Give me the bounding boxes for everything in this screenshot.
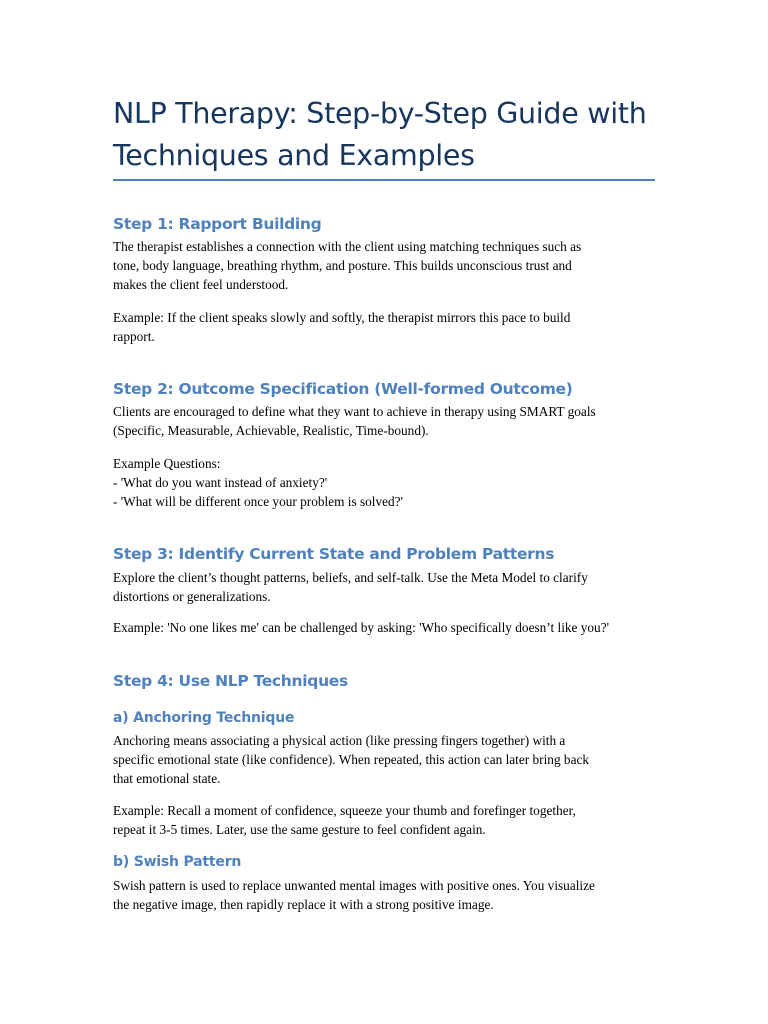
step3-example [113,618,673,637]
text-line: that emotional state. [113,771,221,786]
document-title [113,93,673,177]
anchoring-paragraph [113,731,673,788]
step1-example [113,308,673,346]
text-line: Clients are encouraged to define what they want to achieve in therapy using SMART goals [113,404,596,419]
text-line: the negative image, then rapidly replace it with a strong positive image. [113,897,494,912]
text-line: Anchoring means associating a physical action (like pressing fingers together) with a [113,733,566,748]
step2-heading: Step 2: Outcome Specification (Well-formed Outcome) [113,380,573,398]
text-line: rapport. [113,329,155,344]
text-line: (Specific, Measurable, Achievable, Realistic, Time-bound). [113,423,429,438]
text-line: repeat it 3-5 times. Later, use the same gesture to feel confident again. [113,822,486,837]
step1-paragraph [113,237,673,294]
text-line: Example: If the client speaks slowly and softly, the therapist mirrors this pace to build [113,310,571,325]
swish-heading: b) Swish Pattern [113,854,242,870]
text-line: Explore the client’s thought patterns, beliefs, and self-talk. Use the Meta Model to clarify [113,570,588,585]
step2-example [113,454,673,511]
text-line: tone, body language, breathing rhythm, and posture. This builds unconscious trust and [113,258,572,273]
text-line: Example: 'No one likes me' can be challenged by asking: 'Who specifically doesn’t like you?' [113,620,610,635]
title-line: NLP Therapy: Step-by-Step Guide with [113,97,647,130]
text-line: Example: Recall a moment of confidence, squeeze your thumb and forefinger together, [113,803,576,818]
text-line: makes the client feel understood. [113,277,289,292]
title-line: Techniques and Examples [113,139,475,172]
step3-paragraph [113,568,673,606]
step1-heading: Step 1: Rapport Building [113,215,322,233]
step4-heading: Step 4: Use NLP Techniques [113,672,348,690]
title-underline [113,179,655,181]
step3-heading: Step 3: Identify Current State and Problem Patterns [113,545,555,563]
anchoring-heading: a) Anchoring Technique [113,710,295,726]
text-line: Example Questions: [113,456,221,471]
text-line: - 'What do you want instead of anxiety?' [113,475,328,490]
text-line: The therapist establishes a connection with the client using matching techniques such as [113,239,582,254]
text-line: - 'What will be different once your problem is solved?' [113,494,403,509]
text-line: distortions or generalizations. [113,589,271,604]
step2-paragraph [113,402,673,440]
swish-paragraph [113,876,673,914]
text-line: specific emotional state (like confidence). When repeated, this action can later bring back [113,752,590,767]
text-line: Swish pattern is used to replace unwanted mental images with positive ones. You visualize [113,878,595,893]
anchoring-example [113,801,673,839]
